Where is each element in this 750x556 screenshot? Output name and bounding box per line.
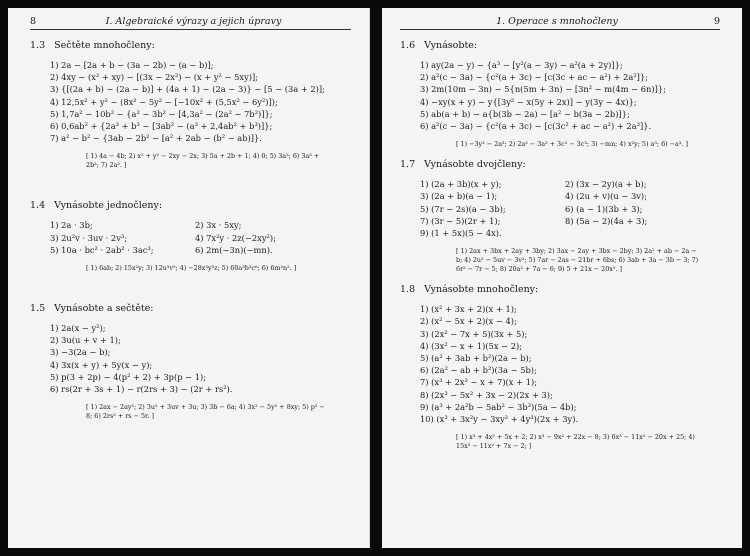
answers	[456, 140, 702, 149]
exercise-item: 9) (a³ + 2a²b − 5ab² − 3b³)(5a − 4b);	[420, 401, 577, 412]
exercise-item: 1) (2a + 3b)(x + y);	[420, 179, 502, 190]
exercise-item: 7) (x³ + 2x² − x + 7)(x + 1);	[420, 377, 538, 388]
answers	[86, 403, 333, 421]
exercise-item: 1) (x² + 3x + 2)(x + 1);	[420, 304, 517, 315]
exercise-item: 1) 2a · 3b;	[50, 220, 93, 231]
exercise-item: 7) (3r − 5)(2r + 1);	[420, 215, 501, 226]
exercise-item: 6) 2m(−3n)(−mn).	[195, 244, 273, 255]
exercise-item: 6) (2a² − ab + b²)(3a − 5b);	[420, 365, 537, 376]
exercise-item: 4) 7x²y · 2z(−2xy²);	[195, 232, 276, 243]
page-header	[30, 16, 351, 30]
page-number: 8	[30, 16, 37, 27]
exercise-item: 2) 3x · 5xy;	[195, 220, 242, 231]
answer-text: [ 1) 2ax + 3bx + 2ay + 3by; 2) 3ax − 2ay + 3bx − 2by; 3) 2a² + ab − 2a − b; 4) 2u² − 5uv − 3v²; 5) 7ar − 2as − 21br + 6bs; 6) 3ab + 3a − 3b − 3; 7) 6r² − 7r − 5; 8) 20a² + 7a − 6; 9) 5 + 21x − 20x². ]	[456, 247, 699, 274]
exercise-item: 2) a²(c − 3a) − {c²(a + 3c) − [c(3c + ac − a²) + 2a²]};	[420, 72, 648, 83]
section-number: 1.3	[30, 40, 46, 51]
exercise-item: 10) (x³ + 3x²y − 3xy² + 4y³)(2x + 3y).	[420, 414, 579, 425]
answers	[86, 264, 333, 273]
section-heading	[30, 303, 351, 314]
exercise-item: 4) 3x(x + y) + 5y(x − y);	[50, 359, 153, 370]
section-number: 1.6	[400, 40, 416, 51]
exercise-list	[420, 59, 720, 132]
exercise-item: 3) 2u²v · 3uv · 2v³;	[50, 232, 128, 243]
exercise-item: 5) 1,7a² − 10b² − {a² − 3b² − [4,3a² − (2a² − 7b²)]};	[50, 108, 273, 119]
exercise-item: 7) a² − b² − {3ab − 2b² − [a² + 2ab − (b² − ab)]}.	[50, 133, 262, 144]
exercise-item: 4) 12,5x² + y² − (8x² − 5y² − [−10x² + (5,5x² − 6y²)]);	[50, 96, 278, 107]
exercise-item: 3) (2x² − 7x + 5)(3x + 5);	[420, 328, 528, 339]
right-page	[382, 8, 742, 548]
answers	[86, 152, 333, 170]
answer-text: [ 1) 2ax − 2ay²; 2) 3u² + 3uv + 3u; 3) 3b − 6a; 4) 3x² − 5y² + 8xy; 5) p² − 8; 6) 2rs² + rs − 5r. ]	[86, 403, 325, 421]
exercise-item: 8) (2x³ − 5x² + 3x − 2)(2x + 3);	[420, 389, 553, 400]
exercise-item: 4) (2u + v)(u − 3v);	[565, 191, 647, 202]
exercise-item: 5) (a² + 3ab + b²)(2a − b);	[420, 353, 532, 364]
exercise-grid	[420, 178, 720, 239]
exercise-item: 2) (x² − 5x + 2)(x − 4);	[420, 316, 517, 327]
exercise-item: 6) 0,6ab² + {2a³ + b³ − [3ab² − (a³ + 2,4ab² + b³)]};	[50, 121, 273, 132]
exercise-item: 2) 3u(u + v + 1);	[50, 335, 121, 346]
section-title: Vynásobte:	[424, 40, 478, 51]
section-number: 1.8	[400, 284, 416, 296]
exercise-item: 8) (5a − 2)(4a + 3);	[565, 215, 648, 226]
section-number: 1.5	[30, 303, 46, 315]
section-heading	[30, 200, 351, 211]
left-page	[8, 8, 370, 548]
exercise-item: 6) rs(2r + 3s + 1) − r(2rs + 3) − (2r + rs²).	[50, 384, 233, 395]
exercise-item: 5) 10a · bc² · 2ab² · 3ac³;	[50, 244, 154, 255]
page-number: 9	[713, 16, 720, 27]
answer-text: [ 1) x³ + 4x² + 5x + 2; 2) x³ − 9x² + 22x − 8; 3) 6x³ − 11x² − 20x + 25; 4) 15x³ − 11x² + 7x − 2; ]	[456, 433, 695, 451]
exercise-item: 4) (3x² − x + 1)(5x − 2);	[420, 340, 523, 351]
exercise-grid	[50, 219, 351, 256]
exercise-list	[50, 322, 351, 395]
exercise-item: 1) 2a − [2a + b − (3a − 2b) − (a − b)];	[50, 60, 214, 70]
answer-text: [ 1) −3y³ − 2a³; 2) 2a² − 3a³ + 3c² − 3c³; 3) −mn; 4) x²y; 5) a³; 6) −a³. ]	[456, 140, 688, 149]
exercise-list	[50, 59, 351, 144]
running-title: I. Algebraické výrazy a jejich úpravy	[105, 16, 282, 27]
exercise-item: 3) (2a + b)(a − 1);	[420, 191, 498, 202]
exercise-item: 3) −3(2a − b);	[50, 347, 111, 358]
exercise-item: 3) 2m(10m − 3n) − 5{n(5m + 3n) − [3n² − m(4m − 6n)]};	[420, 84, 666, 95]
exercise-item: 5) (7r − 2s)(a − 3b);	[420, 203, 506, 214]
exercise-item: 1) 2a(x − y²);	[50, 323, 106, 334]
section-heading	[400, 159, 720, 170]
section-heading	[400, 40, 720, 51]
exercise-item: 5) p(3 + 2p) − 4(p² + 2) + 3p(p − 1);	[50, 371, 207, 382]
exercise-item: 1) ay(2a − y) − {a³ − [y²(a − 3y) − a²(a + 2y)]};	[420, 60, 623, 70]
section-heading	[400, 284, 720, 295]
exercise-item: 4) −xy(x + y) − y{[3y² − x(5y + 2x)] − y(3y − 4x)};	[420, 96, 637, 107]
answer-text: [ 1) 4a − 4b; 2) x² + y² − 2xy − 2x; 3) 5a + 2b + 1; 4) 0; 5) 3a²; 6) 3a³ + 2b³; 7) 2a². ]	[86, 152, 320, 170]
answers	[456, 247, 702, 274]
section-title: Vynásobte dvojčleny:	[424, 159, 526, 171]
section-title: Sečtěte mnohočleny:	[54, 40, 155, 51]
page-header	[400, 16, 720, 30]
section-title: Vynásobte mnohočleny:	[424, 284, 539, 296]
section-number: 1.7	[400, 159, 416, 171]
answer-text: [ 1) 6ab; 2) 15x²y; 3) 12u³v⁵; 4) −28x³y³z; 5) 60a³b³c⁶; 6) 6m²n². ]	[86, 264, 297, 273]
exercise-list	[420, 303, 720, 425]
section-number: 1.4	[30, 200, 46, 212]
exercise-item: 6) (a − 1)(3b + 3);	[565, 203, 643, 214]
exercise-item: 6) a²(c − 3a) − {c²(a + 3c) − [c(3c² + ac − a²) + 2a³]}.	[420, 121, 652, 132]
exercise-item: 2) 4xy − (x² + xy) − [(3x − 2x²) − (x + y² − 5xy)];	[50, 72, 259, 83]
exercise-item: 5) ab(a + b) − a{b(3b − 2a) − [a² − b(3a − 2b)]};	[420, 108, 630, 119]
exercise-item: 3) {[(2a + b) − (2a − b)] + (4a + 1) − (2a − 3)} − [5 − (3a + 2)];	[50, 84, 325, 95]
section-title: Vynásobte jednočleny:	[54, 200, 163, 212]
exercise-item: 9) (1 + 5x)(5 − 4x).	[420, 228, 502, 239]
section-heading	[30, 40, 351, 51]
answers	[456, 433, 702, 451]
running-title: 1. Operace s mnohočleny	[496, 16, 618, 27]
exercise-item: 2) (3x − 2y)(a + b);	[565, 179, 647, 190]
section-title: Vynásobte a sečtěte:	[54, 303, 154, 315]
